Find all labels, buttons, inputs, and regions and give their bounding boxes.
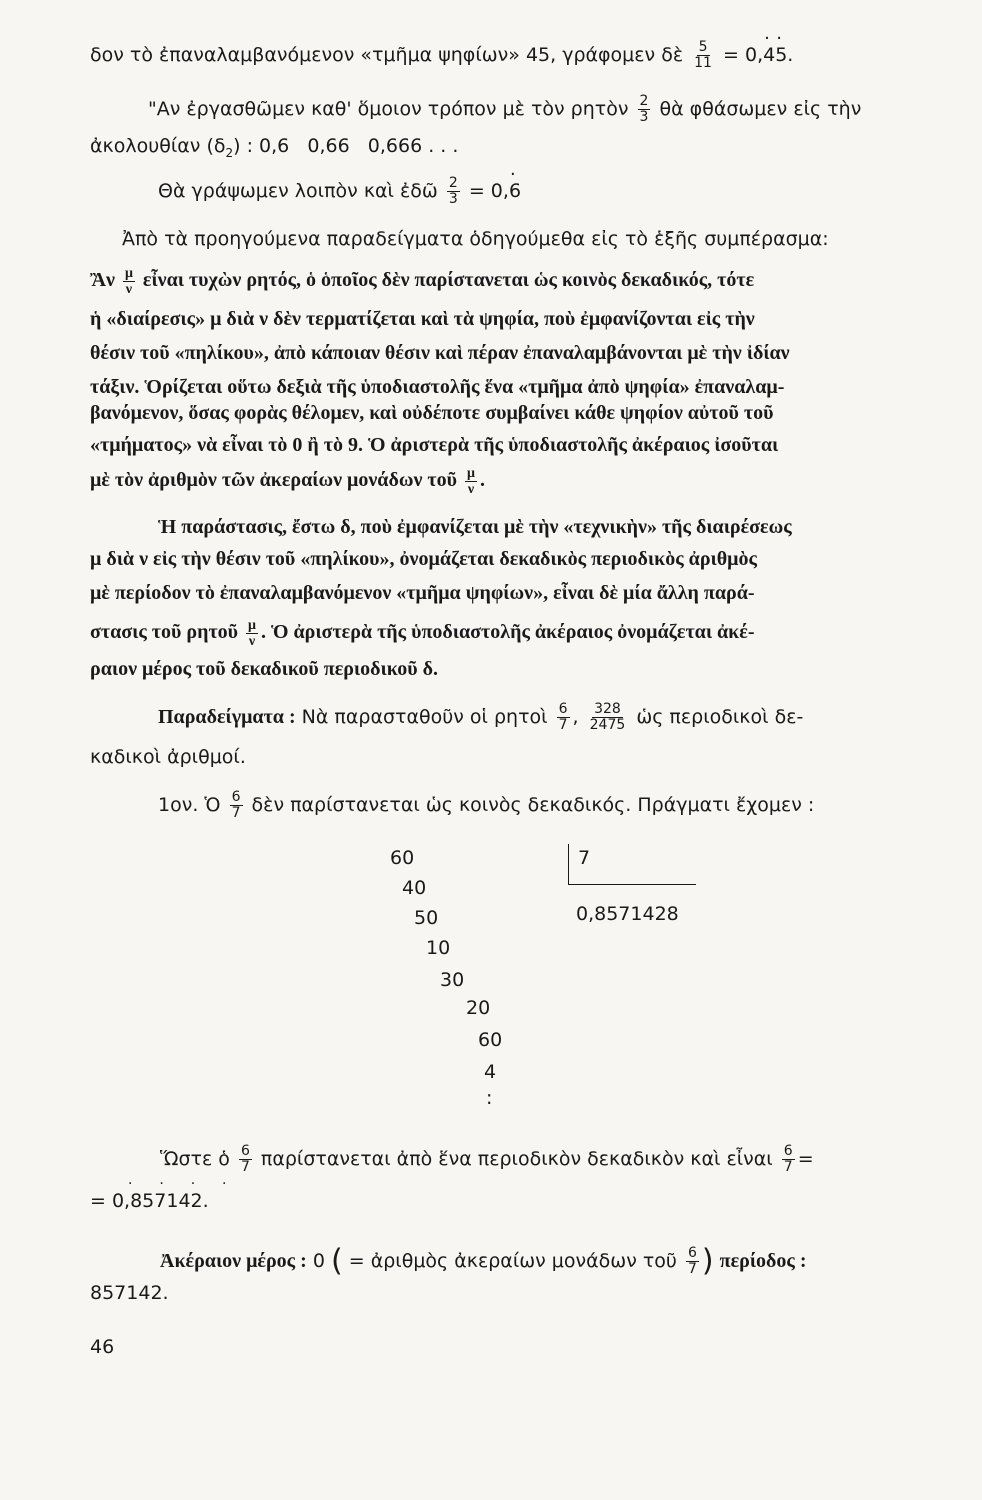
division-step: 10 [426, 937, 451, 959]
fraction: $\frac{6}{7}$ [687, 1245, 697, 1277]
fraction: $\frac{6}{7}$ [240, 1143, 250, 1175]
repeating-digit: · 6 [509, 178, 521, 204]
repeating-digit: · 5 [775, 42, 787, 68]
division-bracket-horizontal [568, 884, 696, 885]
divisor: 7 [578, 847, 591, 869]
text-line: στασις τοῦ ρητοῦ $\frac{\mu}{\nu}$ . Ὁ ἀριστερὰ τῆς ὑποδιαστολῆς ἀκέραιος ὀνομάζεται ἀκέ- [90, 618, 755, 649]
period-dots: · · · · [128, 1176, 233, 1192]
fraction: $\frac{2}{3}$ [639, 93, 649, 125]
text-line: 857142. [90, 1282, 169, 1304]
text-line: Ἀκέραιον μέρος : 0 ( = ἀριθμὸς ἀκεραίων μονάδων τοῦ $\frac{6}{7}$ ) περίοδος : [160, 1243, 807, 1279]
text-line: καδικοὶ ἀριθμοί. [90, 746, 246, 768]
text-line: Ἀπὸ τὰ προηγούμενα παραδείγματα ὁδηγούμεθα εἰς τὸ ἑξῆς συμπέρασμα: [122, 228, 829, 250]
text-line: Θὰ γράψωμεν λοιπὸν καὶ ἐδῶ $\frac{2}{3}$ = 0,· 6 [158, 176, 521, 207]
text-line: δον τὸ ἐπαναλαμβανόμενον «τμῆμα ψηφίων» 45, γράφομεν δὲ $\frac{5}{11}$ = 0,· 4· 5. [90, 40, 793, 71]
fraction: $\frac{\mu}{\nu}$ [124, 266, 133, 297]
text-line: ἀκολουθίαν $(\delta_2)$ : 0,6 0,66 0,666 . . . [90, 135, 459, 160]
fraction: $\frac{2}{3}$ [448, 175, 458, 207]
fraction: $\frac{6}{7}$ [558, 701, 568, 733]
text-line: 1ον. Ὁ $\frac{6}{7}$ δὲν παρίστανεται ὡς κοινὸς δεκαδικός. Πράγματι ἔχομεν : [158, 789, 815, 821]
fraction: $\frac{6}{7}$ [783, 1143, 793, 1175]
text-line: «τμήματος» νὰ εἶναι τὸ 0 ἢ τὸ 9. Ὁ ἀριστερὰ τῆς ὑποδιαστολῆς ἀκέραιος ἰσοῦται [90, 434, 779, 456]
dividend: 60 [390, 847, 415, 869]
quotient: 0,8571428 [576, 903, 679, 925]
division-step: : [486, 1087, 493, 1109]
text-line: "Αν ἐργασθῶμεν καθ' ὅμοιον τρόπον μὲ τὸν ρητὸν $\frac{2}{3}$ θὰ φθάσωμεν εἰς τὴν [148, 93, 862, 125]
fraction: $\frac{5}{11}$ [694, 39, 712, 71]
text-line: Ἂν $\frac{\mu}{\nu}$ εἶναι τυχὼν ρητός, ὁ ὁποῖος δὲν παρίστανεται ὡς κοινὸς δεκαδικός, τότε [90, 266, 755, 297]
fraction: $\frac{6}{7}$ [231, 789, 241, 821]
fraction: $\frac{\mu}{\nu}$ [248, 618, 256, 649]
text-line: ἡ «διαίρεσις» μ διὰ ν δὲν τερματίζεται καὶ τὰ ψηφία, ποὺ ἐμφανίζονται εἰς τὴν [90, 308, 755, 330]
text-line: Ἡ παράστασις, ἔστω δ, ποὺ ἐμφανίζεται μὲ τὴν «τεχνικὴν» τῆς διαιρέσεως [158, 516, 792, 538]
repeating-digit: · 4 [763, 42, 775, 68]
text-line: ραιον μέρος τοῦ δεκαδικοῦ περιοδικοῦ δ. [90, 658, 439, 680]
repeating-period: 857142 [130, 1190, 203, 1212]
text-line: = 0,857142. [90, 1190, 209, 1212]
text-line: Παραδείγματα : Νὰ παρασταθοῦν οἱ ρητοὶ $\frac{6}{7}$ , $\frac{328}{2475}$ ὡς περιοδικοὶ δε- [158, 701, 804, 733]
division-step: 50 [414, 907, 439, 929]
division-step: 40 [402, 877, 427, 899]
page-number: 46 [90, 1336, 115, 1358]
text-line: τάξιν. Ὁρίζεται οὕτω δεξιὰ τῆς ὑποδιαστολῆς ἕνα «τμῆμα ἀπὸ ψηφία» ἐπαναλαμ- [90, 376, 785, 398]
division-step: 20 [466, 997, 491, 1019]
division-step: 30 [440, 969, 465, 991]
fraction: $\frac{\mu}{\nu}$ [467, 466, 475, 497]
fraction: $\frac{328}{2475}$ [589, 701, 626, 733]
text-line: Ὥστε ὁ $\frac{6}{7}$ παρίστανεται ἀπὸ ἕνα περιοδικὸν δεκαδικὸν καὶ εἶναι $\frac{6}{7}$ = [160, 1143, 814, 1175]
text-line: θέσιν τοῦ «πηλίκου», ἀπὸ κάποιαν θέσιν καὶ πέραν ἐπαναλαμβάνονται μὲ τὴν ἰδίαν [90, 342, 790, 364]
text-line: μὲ περίοδον τὸ ἐπαναλαμβανόμενον «τμῆμα ψηφίων», εἶναι δὲ μία ἄλλη παρά- [90, 582, 755, 604]
text-line: μὲ τὸν ἀριθμὸν τῶν ἀκεραίων μονάδων τοῦ $\frac{\mu}{\nu}$ . [90, 466, 485, 497]
division-step: 4 [484, 1061, 497, 1083]
text-line: μ διὰ ν εἰς τὴν θέσιν τοῦ «πηλίκου», ὀνομάζεται δεκαδικὸς περιοδικὸς ἀριθμὸς [90, 548, 757, 570]
text-line: βανόμενον, ὅσας φορὰς θέλομεν, καὶ οὐδέποτε συμβαίνει κάθε ψηφίον αὐτοῦ τοῦ [90, 402, 774, 424]
division-step: 60 [478, 1029, 503, 1051]
division-bracket-vertical [568, 844, 569, 884]
